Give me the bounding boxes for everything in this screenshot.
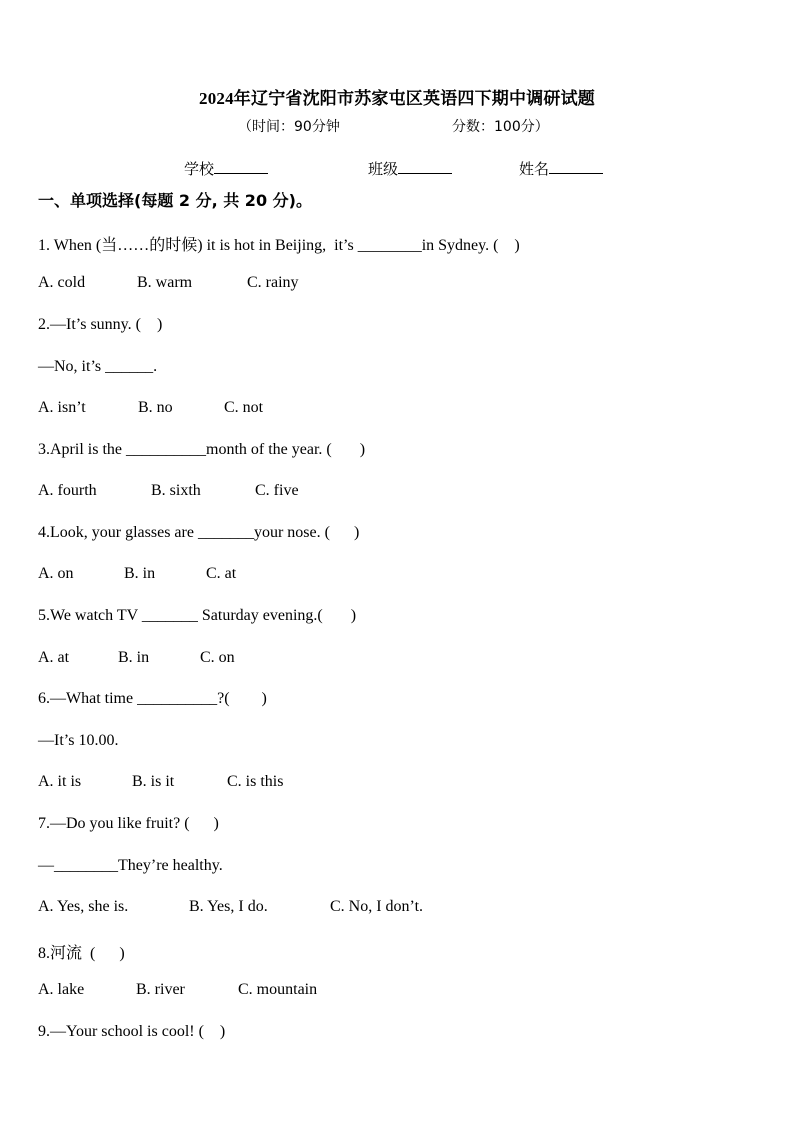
school-label: 学校 (184, 160, 215, 178)
exam-time: （时间：90分钟 (238, 119, 340, 135)
name-blank[interactable] (549, 159, 603, 174)
option-c: C. is this (227, 773, 284, 790)
question-1: 1. When (当……的时候) it is hot in Beijing, it’s ________in Sydney. ( ) (38, 237, 520, 254)
option-b: B. warm (137, 274, 193, 291)
name-field (519, 158, 603, 179)
question-2-options (38, 399, 263, 417)
question-5: 5.We watch TV _______ Saturday evening.( ) (38, 607, 357, 624)
option-c: C. on (200, 649, 235, 666)
option-b: B. in (118, 649, 150, 666)
question-8-options (38, 981, 317, 999)
question-7: 7.—Do you like fruit? ( ) (38, 815, 219, 832)
question-4-options (38, 565, 236, 583)
option-a: A. it is (38, 773, 82, 790)
question-7-reply: —________They’re healthy. (38, 857, 223, 874)
school-field (184, 158, 268, 179)
option-a: A. fourth (38, 482, 97, 499)
class-blank[interactable] (398, 159, 452, 174)
option-c: C. mountain (238, 981, 318, 998)
class-field (368, 158, 452, 179)
school-blank[interactable] (214, 159, 268, 174)
section-heading: 一、单项选择(每题 2 分, 共 20 分)。 (38, 191, 312, 210)
question-1-options (38, 274, 299, 292)
option-a: A. isn’t (38, 399, 86, 416)
question-6-options (38, 773, 283, 791)
question-8: 8.河流 ( ) (38, 945, 125, 962)
question-9: 9.—Your school is cool! ( ) (38, 1023, 226, 1040)
question-4: 4.Look, your glasses are _______your nose. ( ) (38, 524, 360, 541)
option-c: C. not (224, 399, 264, 416)
name-label: 姓名 (519, 160, 550, 178)
question-3-options (38, 482, 299, 500)
option-b: B. sixth (151, 482, 201, 499)
question-2-reply: —No, it’s ______. (38, 358, 158, 375)
exam-score: 分数：100分） (452, 119, 549, 135)
option-a: A. at (38, 649, 70, 666)
option-a: A. on (38, 565, 74, 582)
option-a: A. Yes, she is. (38, 898, 129, 915)
question-6: 6.—What time __________?( ) (38, 690, 267, 707)
question-7-options (38, 898, 423, 916)
class-label: 班级 (368, 160, 399, 178)
option-a: A. lake (38, 981, 85, 998)
question-6-reply: —It’s 10.00. (38, 732, 119, 749)
option-b: B. in (124, 565, 156, 582)
option-c: C. at (206, 565, 237, 582)
option-c: C. rainy (247, 274, 299, 291)
option-b: B. is it (132, 773, 175, 790)
option-b: B. Yes, I do. (189, 898, 268, 915)
question-2: 2.—It’s sunny. ( ) (38, 316, 163, 333)
page-title: 2024年辽宁省沈阳市苏家屯区英语四下期中调研试题 (199, 89, 595, 108)
option-c: C. No, I don’t. (330, 898, 424, 915)
question-3: 3.April is the __________month of the year. ( ) (38, 441, 366, 458)
option-b: B. river (136, 981, 185, 998)
question-5-options (38, 649, 235, 667)
option-c: C. five (255, 482, 299, 499)
option-b: B. no (138, 399, 173, 416)
option-a: A. cold (38, 274, 86, 291)
